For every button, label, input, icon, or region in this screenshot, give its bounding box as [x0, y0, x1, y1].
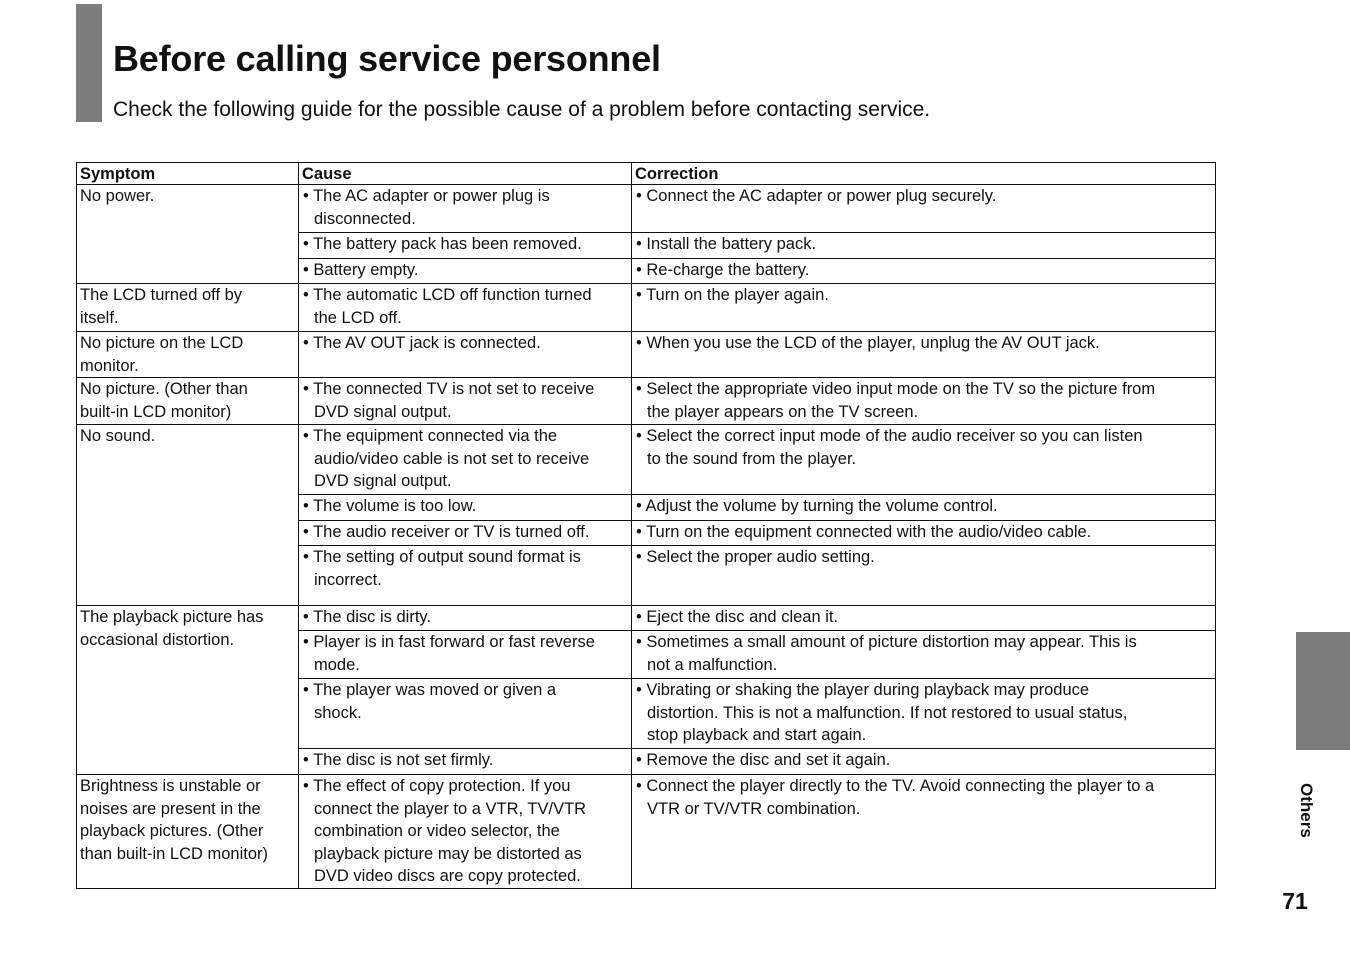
table-row: [77, 425, 1216, 495]
correction-cell: • Turn on the equipment connected with the audio/video cable.: [632, 521, 1216, 546]
correction-cell: • Select the correct input mode of the audio receiver so you can listen to the sound from the player.: [632, 425, 1216, 495]
troubleshooting-table: [76, 162, 1216, 889]
correction-cell: • Sometimes a small amount of picture distortion may appear. This is not a malfunction.: [632, 631, 1216, 679]
page-number: 71: [1282, 888, 1308, 914]
correction-cell: • Eject the disc and clean it.: [632, 606, 1216, 631]
correction-cell: • Connect the player directly to the TV. Avoid connecting the player to a VTR or TV/VTR combination.: [632, 775, 1216, 889]
correction-cell: • Turn on the player again.: [632, 284, 1216, 332]
table-row: [77, 378, 1216, 425]
table-row: [77, 775, 1216, 889]
cause-cell: • Player is in fast forward or fast reverse mode.: [299, 631, 632, 679]
page-subtitle: Check the following guide for the possible cause of a problem before contacting service.: [113, 98, 931, 121]
symptom-cell: Brightness is unstable or noises are present in the playback pictures. (Other than built-in LCD monitor): [77, 775, 299, 889]
section-label: Others: [1297, 783, 1316, 838]
symptom-cell: No picture on the LCD monitor.: [77, 332, 299, 378]
title-accent-bar: [76, 4, 102, 122]
column-header-correction: Correction: [632, 163, 1216, 185]
table-header-row: [77, 163, 1216, 185]
cause-cell: • The volume is too low.: [299, 495, 632, 521]
correction-cell: • Adjust the volume by turning the volume control.: [632, 495, 1216, 521]
correction-cell: • Vibrating or shaking the player during playback may produce distortion. This is not a malfunction. If not restored to usual status, stop playback and start again.: [632, 679, 1216, 749]
correction-cell: • Re-charge the battery.: [632, 259, 1216, 284]
cause-cell: • The AV OUT jack is connected.: [299, 332, 632, 378]
column-header-cause: Cause: [299, 163, 632, 185]
correction-cell: • Remove the disc and set it again.: [632, 749, 1216, 775]
table-row: [77, 606, 1216, 631]
section-tab: [1296, 632, 1350, 750]
cause-cell: • The automatic LCD off function turned the LCD off.: [299, 284, 632, 332]
table-row: [77, 284, 1216, 332]
correction-cell: • Install the battery pack.: [632, 233, 1216, 259]
cause-cell: • The player was moved or given a shock.: [299, 679, 632, 749]
cause-cell: • The AC adapter or power plug is disconnected.: [299, 185, 632, 233]
symptom-cell: No power.: [77, 185, 299, 284]
symptom-cell: The LCD turned off by itself.: [77, 284, 299, 332]
cause-cell: • The audio receiver or TV is turned off.: [299, 521, 632, 546]
cause-cell: • The disc is dirty.: [299, 606, 632, 631]
cause-cell: • The equipment connected via the audio/video cable is not set to receive DVD signal output.: [299, 425, 632, 495]
page-title: Before calling service personnel: [113, 38, 661, 79]
correction-cell: • Select the appropriate video input mode on the TV so the picture from the player appears on the TV screen.: [632, 378, 1216, 425]
cause-cell: • The disc is not set firmly.: [299, 749, 632, 775]
symptom-cell: The playback picture has occasional distortion.: [77, 606, 299, 775]
cause-cell: • The connected TV is not set to receive DVD signal output.: [299, 378, 632, 425]
correction-cell: • Select the proper audio setting.: [632, 546, 1216, 606]
cause-cell: • The effect of copy protection. If you connect the player to a VTR, TV/VTR combination or video selector, the playback picture may be distorted as DVD video discs are copy protected.: [299, 775, 632, 889]
cause-cell: • Battery empty.: [299, 259, 632, 284]
symptom-cell: No sound.: [77, 425, 299, 606]
table-row: [77, 332, 1216, 378]
table-row: [77, 185, 1216, 233]
column-header-symptom: Symptom: [77, 163, 299, 185]
correction-cell: • Connect the AC adapter or power plug securely.: [632, 185, 1216, 233]
cause-cell: • The battery pack has been removed.: [299, 233, 632, 259]
correction-cell: • When you use the LCD of the player, unplug the AV OUT jack.: [632, 332, 1216, 378]
cause-cell: • The setting of output sound format is incorrect.: [299, 546, 632, 606]
symptom-cell: No picture. (Other than built-in LCD monitor): [77, 378, 299, 425]
